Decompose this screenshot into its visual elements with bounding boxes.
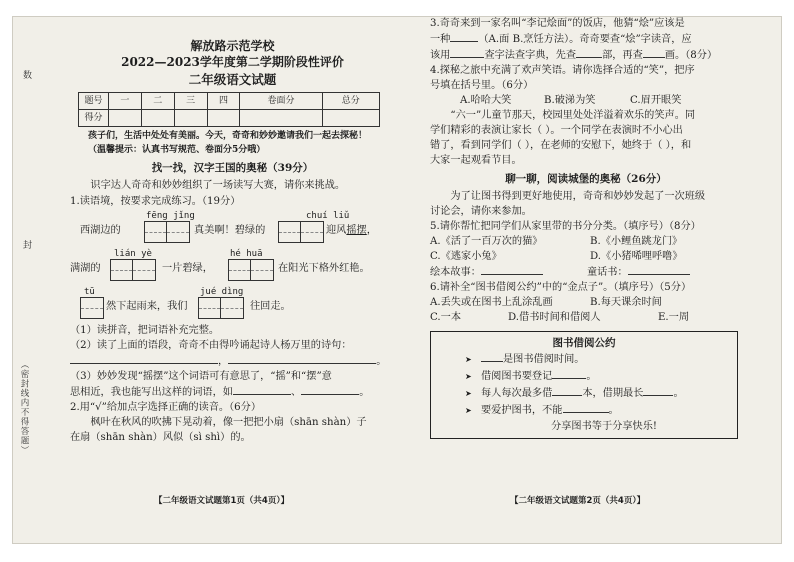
score-header-cell: 题号: [79, 93, 109, 110]
question-3-line-3: 该用 查字法查字典，先查 部，再查 画。（8分）: [430, 47, 742, 63]
subject-title: 二年级语文试题: [188, 72, 277, 87]
poem-blank-line: ， 。: [70, 353, 395, 369]
subquestion-1: （1）读拼音，把词语补充完整。: [70, 325, 220, 336]
answer-blank[interactable]: [450, 47, 484, 58]
library-intro-2: 讨论会，请你来参加。: [430, 206, 532, 217]
writing-grid[interactable]: [278, 221, 324, 243]
writing-grid[interactable]: [198, 297, 244, 319]
text-segment: 在阳光下格外红艳。: [278, 263, 370, 274]
question-5: 5.请你帮忙把同学们从家里带的书分分类。（填序号）（8分）: [430, 221, 701, 232]
score-table-header-row: [79, 93, 380, 110]
score-cell[interactable]: [109, 110, 142, 127]
text-segment: 真美啊！碧绿的: [194, 225, 266, 236]
rule-option-b: B.每天课余时间: [590, 297, 662, 308]
question-2: 2.用“√”给加点字选择正确的读音。（6分）: [70, 402, 262, 413]
answer-blank[interactable]: [228, 353, 376, 364]
rule-item-4: ➤ 要爱护图书，不能 。: [431, 402, 737, 419]
writing-grid[interactable]: [144, 221, 190, 243]
book-option-d: D.《小猪唏哩呼噜》: [590, 251, 683, 262]
score-header-cell: 四: [207, 93, 240, 110]
rule-item-3: ➤ 每人每次最多借 本，借期最长 。: [431, 385, 737, 402]
answer-blank[interactable]: [70, 353, 218, 364]
answer-blank[interactable]: [301, 384, 359, 395]
library-rules-box: [430, 331, 738, 439]
section-1-title: 找一找，汉字王国的奥秘（39分）: [151, 162, 314, 174]
score-cell[interactable]: [141, 110, 174, 127]
score-header-cell: 三: [174, 93, 207, 110]
pinyin-line-1: [70, 209, 395, 247]
question-3: 3.奇奇来到一家名叫“李记烩面”的饭店，他猜“烩”应该是: [430, 18, 685, 29]
question-4-line-2: 号填在括号里。（6分）: [430, 80, 534, 91]
question-6-options-row-1: [430, 295, 742, 310]
rules-closing: 分享图书等于分享快乐!: [551, 421, 657, 432]
arrow-icon: ➤: [465, 389, 472, 398]
rule-item-2: ➤ 借阅图书要登记 。: [431, 368, 737, 385]
question-4: 4.探秘之旅中充满了欢声笑语。请你选择合适的“笑”，把序: [430, 65, 695, 76]
left-page: [70, 16, 395, 445]
passage-line-2: 学们精彩的表演让家长（ ）。一个同学在表演时不小心出: [430, 125, 683, 136]
text-segment: 然下起雨来，我们: [106, 301, 188, 312]
question-3-line-2: 一种 （A.面 B.烹饪方法）。奇奇要查“烩”字读音，应: [430, 31, 742, 47]
rule-option-e: E.一周: [658, 312, 690, 323]
rule-option-c: C.一本: [430, 312, 462, 323]
question-5-options-row-1: [430, 234, 742, 249]
picture-book-blank[interactable]: [481, 264, 543, 275]
pinyin-fengjing: fēng jǐng: [146, 211, 195, 221]
section-2-title: 聊一聊，阅读城堡的奥秘（26分）: [505, 173, 667, 185]
option-a: A.哈哈大笑: [460, 95, 512, 106]
rule-item-1: ➤ 是图书借阅时间。: [431, 351, 737, 368]
text-segment: 满湖的: [70, 263, 101, 274]
binding-margin: [16, 40, 38, 540]
answer-blank[interactable]: [552, 368, 586, 379]
answer-blank[interactable]: [450, 31, 478, 42]
binding-top-mark: 数: [21, 70, 31, 79]
library-intro-1: 为了让图书得到更好地使用，奇奇和妙妙发起了一次班级: [450, 191, 706, 202]
score-row-label: 得分: [79, 110, 109, 127]
book-option-b: B.《小鲤鱼跳龙门》: [590, 236, 683, 247]
right-page: [430, 16, 742, 439]
left-footer: 【二年级语文试题第1页（共4页）】: [154, 496, 290, 506]
book-option-c: C.《逃家小兔》: [430, 251, 502, 262]
answer-blank[interactable]: [233, 384, 291, 395]
answer-blank[interactable]: [576, 47, 602, 58]
answer-blank[interactable]: [643, 47, 665, 58]
pinyin-line-3: [70, 285, 395, 323]
passage-line-1: “六一”儿童节那天，校园里处处洋溢着欢乐的笑声。同: [450, 110, 696, 121]
intro-line-2: （温馨提示：认真书写规范、卷面分5分哦）: [88, 145, 266, 155]
answer-blank[interactable]: [481, 351, 503, 362]
question-6: 6.请补全“图书借阅公约”中的“金点子”。（填序号）（5分）: [430, 282, 692, 293]
pinyin-hehua: hé huā: [230, 249, 263, 259]
writing-grid[interactable]: [110, 259, 156, 281]
rules-title: 图书借阅公约: [552, 337, 616, 349]
subquestion-3-cont: 思相近，我也能写出这样的词语，如 、 。: [70, 384, 395, 400]
score-cell[interactable]: [240, 110, 322, 127]
question-5-options-row-2: [430, 249, 742, 264]
arrow-icon: ➤: [465, 372, 472, 381]
pinyin-jueding: jué dìng: [200, 287, 244, 297]
binding-middle-mark: 封: [21, 240, 31, 250]
question-2-text-2: 在扇（shān shàn）风似（sì shì）的。: [70, 432, 251, 443]
answer-blank[interactable]: [552, 385, 582, 396]
yaobai-word: 摇摆: [346, 225, 367, 236]
arrow-icon: ➤: [465, 355, 472, 364]
writing-grid[interactable]: [80, 297, 104, 319]
option-c: C.眉开眼笑: [630, 95, 682, 106]
pinyin-lianye: lián yè: [114, 249, 152, 259]
pinyin-chuiliu: chuí liǔ: [306, 211, 350, 221]
arrow-icon: ➤: [465, 406, 472, 415]
question-6-options-row-2: [430, 310, 742, 325]
score-table-row: [79, 110, 380, 127]
intro-line-1: 孩子们，生活中处处有美丽。今天，奇奇和妙妙邀请我们一起去探秘！: [88, 131, 368, 141]
score-header-cell: 卷面分: [240, 93, 322, 110]
subquestion-3: （3）妙妙发现“摇摆”这个词语可有意思了，“摇”和“摆”意: [70, 371, 332, 382]
passage-line-3: 错了，看到同学们（ ），在老师的安慰下，她终于（ ），和: [430, 140, 692, 151]
fairy-tale-blank[interactable]: [628, 264, 690, 275]
score-cell[interactable]: [174, 110, 207, 127]
term-title: 2022—2023学年度第二学期阶段性评价: [121, 55, 344, 69]
text-segment: 往回走。: [250, 301, 291, 312]
writing-grid[interactable]: [228, 259, 274, 281]
question-2-text-1: 枫叶在秋风的吹拂下晃动着，像一把把小扇（shān shàn）子: [90, 417, 367, 428]
passage-line-4: 大家一起观看节目。: [430, 155, 522, 166]
question-4-options: [430, 93, 742, 108]
text-segment: 西湖边的: [80, 225, 121, 236]
score-table: [78, 92, 380, 127]
rule-option-d: D.借书时间和借阅人: [508, 312, 601, 323]
score-header-cell: 一: [109, 93, 142, 110]
rule-option-a: A.丢失或在图书上乱涂乱画: [430, 297, 553, 308]
score-cell[interactable]: [322, 110, 379, 127]
question-1: 1.读语境，按要求完成练习。（19分）: [70, 196, 241, 207]
school-name: 解放路示范学校: [190, 39, 275, 53]
text-segment: 迎风摇摆，: [326, 225, 377, 236]
answer-blank[interactable]: [563, 402, 609, 413]
book-option-a: A.《活了一百万次的猫》: [430, 236, 543, 247]
score-header-cell: 二: [141, 93, 174, 110]
text-segment: 一片碧绿，: [162, 263, 213, 274]
subquestion-2: （2）读了上面的语段，奇奇不由得吟诵起诗人杨万里的诗句：: [70, 340, 352, 351]
answer-blank[interactable]: [643, 385, 673, 396]
question-5-answers: 绘本故事： 童话书：: [430, 264, 742, 280]
binding-seal-note: （密封线内不得答题）: [19, 360, 29, 455]
pinyin-tu: tū: [84, 287, 95, 297]
option-b: B.破涕为笑: [544, 95, 596, 106]
pinyin-line-2: [70, 247, 395, 285]
score-header-cell: 总分: [322, 93, 379, 110]
score-cell[interactable]: [207, 110, 240, 127]
lead-text: 识字达人奇奇和妙妙组织了一场读写大赛，请你来挑战。: [90, 180, 346, 191]
right-footer: 【二年级语文试题第2页（共4页）】: [510, 496, 646, 506]
